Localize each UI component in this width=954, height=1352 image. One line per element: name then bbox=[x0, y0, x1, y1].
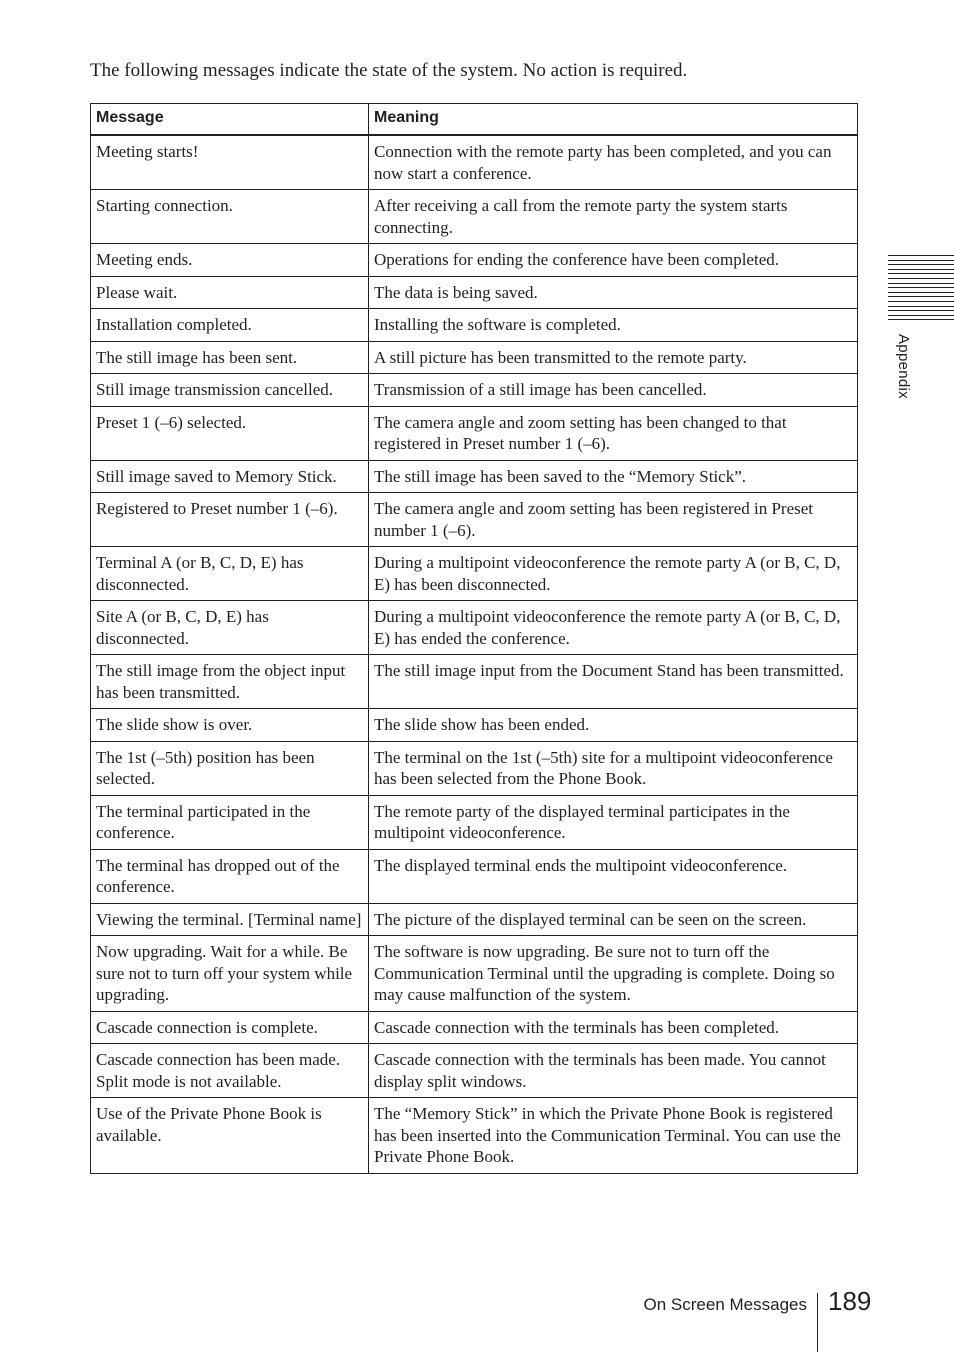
meaning-cell: During a multipoint videoconference the remote party A (or B, C, D, E) has ended the conference. bbox=[369, 601, 858, 655]
table-row bbox=[91, 135, 858, 190]
table-row bbox=[91, 276, 858, 309]
meaning-cell: The data is being saved. bbox=[369, 276, 858, 309]
message-cell: The still image from the object input has been transmitted. bbox=[91, 655, 369, 709]
table-row bbox=[91, 460, 858, 493]
tab-stripe bbox=[888, 273, 954, 274]
tab-stripe bbox=[888, 283, 954, 284]
meaning-cell: During a multipoint videoconference the remote party A (or B, C, D, E) has been disconnected. bbox=[369, 547, 858, 601]
table-row bbox=[91, 341, 858, 374]
intro-text: The following messages indicate the state of the system. No action is required. bbox=[90, 60, 688, 81]
table-row bbox=[91, 709, 858, 742]
table-row bbox=[91, 309, 858, 342]
appendix-tab-marker bbox=[888, 255, 954, 323]
tab-stripe bbox=[888, 255, 954, 256]
tab-stripe bbox=[888, 315, 954, 316]
message-cell: Still image transmission cancelled. bbox=[91, 374, 369, 407]
message-cell: The 1st (–5th) position has been selected. bbox=[91, 741, 369, 795]
tab-stripe bbox=[888, 287, 954, 288]
table-row bbox=[91, 406, 858, 460]
message-cell: Cascade connection has been made. Split mode is not available. bbox=[91, 1044, 369, 1098]
table-row bbox=[91, 849, 858, 903]
meaning-cell: After receiving a call from the remote party the system starts connecting. bbox=[369, 190, 858, 244]
message-cell: Meeting starts! bbox=[91, 135, 369, 190]
meaning-cell: The picture of the displayed terminal can be seen on the screen. bbox=[369, 903, 858, 936]
meaning-cell: Connection with the remote party has been completed, and you can now start a conference. bbox=[369, 135, 858, 190]
message-cell: Starting connection. bbox=[91, 190, 369, 244]
table-row bbox=[91, 547, 858, 601]
table-row bbox=[91, 244, 858, 277]
meaning-cell: Cascade connection with the terminals has been completed. bbox=[369, 1011, 858, 1044]
message-cell: Terminal A (or B, C, D, E) has disconnected. bbox=[91, 547, 369, 601]
table-row bbox=[91, 190, 858, 244]
footer-divider bbox=[817, 1293, 818, 1352]
table-row bbox=[91, 493, 858, 547]
tab-stripe bbox=[888, 310, 954, 311]
meaning-cell: The still image has been saved to the “Memory Stick”. bbox=[369, 460, 858, 493]
message-cell: The still image has been sent. bbox=[91, 341, 369, 374]
meaning-cell: The still image input from the Document Stand has been transmitted. bbox=[369, 655, 858, 709]
message-cell: Viewing the terminal. [Terminal name] bbox=[91, 903, 369, 936]
message-cell: Cascade connection is complete. bbox=[91, 1011, 369, 1044]
message-cell: Use of the Private Phone Book is available. bbox=[91, 1098, 369, 1174]
tab-stripe bbox=[888, 306, 954, 307]
table-row bbox=[91, 374, 858, 407]
message-cell: Preset 1 (–6) selected. bbox=[91, 406, 369, 460]
tab-stripe bbox=[888, 260, 954, 261]
meaning-cell: The slide show has been ended. bbox=[369, 709, 858, 742]
message-cell: The terminal has dropped out of the conference. bbox=[91, 849, 369, 903]
tab-stripe bbox=[888, 319, 954, 320]
header-message: Message bbox=[91, 104, 369, 136]
tab-stripe bbox=[888, 269, 954, 270]
table-row bbox=[91, 1011, 858, 1044]
footer-section-title: On Screen Messages bbox=[643, 1295, 807, 1314]
message-cell: Installation completed. bbox=[91, 309, 369, 342]
table-row bbox=[91, 795, 858, 849]
meaning-cell: A still picture has been transmitted to the remote party. bbox=[369, 341, 858, 374]
header-meaning: Meaning bbox=[369, 104, 858, 136]
page-number: 189 bbox=[828, 1286, 872, 1316]
message-cell: Registered to Preset number 1 (–6). bbox=[91, 493, 369, 547]
side-section-label: Appendix bbox=[895, 334, 912, 399]
meaning-cell: The displayed terminal ends the multipoint videoconference. bbox=[369, 849, 858, 903]
table-body bbox=[91, 135, 858, 1173]
message-cell: The slide show is over. bbox=[91, 709, 369, 742]
message-cell: Please wait. bbox=[91, 276, 369, 309]
meaning-cell: The remote party of the displayed terminal participates in the multipoint videoconference. bbox=[369, 795, 858, 849]
tab-stripe bbox=[888, 264, 954, 265]
tab-stripe bbox=[888, 301, 954, 302]
table-row bbox=[91, 655, 858, 709]
message-cell: The terminal participated in the conference. bbox=[91, 795, 369, 849]
meaning-cell: Operations for ending the conference have been completed. bbox=[369, 244, 858, 277]
table-row bbox=[91, 936, 858, 1012]
table-row bbox=[91, 1044, 858, 1098]
meaning-cell: The camera angle and zoom setting has been registered in Preset number 1 (–6). bbox=[369, 493, 858, 547]
table-row bbox=[91, 601, 858, 655]
table-row bbox=[91, 903, 858, 936]
meaning-cell: The camera angle and zoom setting has been changed to that registered in Preset number 1 (–6). bbox=[369, 406, 858, 460]
tab-stripe bbox=[888, 296, 954, 297]
table-row bbox=[91, 1098, 858, 1174]
message-cell: Still image saved to Memory Stick. bbox=[91, 460, 369, 493]
message-cell: Site A (or B, C, D, E) has disconnected. bbox=[91, 601, 369, 655]
tab-stripe bbox=[888, 278, 954, 279]
meaning-cell: The software is now upgrading. Be sure not to turn off the Communication Terminal until the upgrading is complete. Doing so may cause malfunction of the system. bbox=[369, 936, 858, 1012]
tab-stripe bbox=[888, 292, 954, 293]
meaning-cell: Transmission of a still image has been cancelled. bbox=[369, 374, 858, 407]
meaning-cell: The “Memory Stick” in which the Private Phone Book is registered has been inserted into the Communication Terminal. You can use the Private Phone Book. bbox=[369, 1098, 858, 1174]
meaning-cell: Cascade connection with the terminals has been made. You cannot display split windows. bbox=[369, 1044, 858, 1098]
table-header-row bbox=[91, 104, 858, 136]
message-cell: Meeting ends. bbox=[91, 244, 369, 277]
meaning-cell: The terminal on the 1st (–5th) site for a multipoint videoconference has been selected from the Phone Book. bbox=[369, 741, 858, 795]
messages-table bbox=[90, 103, 858, 1174]
table-row bbox=[91, 741, 858, 795]
meaning-cell: Installing the software is completed. bbox=[369, 309, 858, 342]
message-cell: Now upgrading. Wait for a while. Be sure not to turn off your system while upgrading. bbox=[91, 936, 369, 1012]
